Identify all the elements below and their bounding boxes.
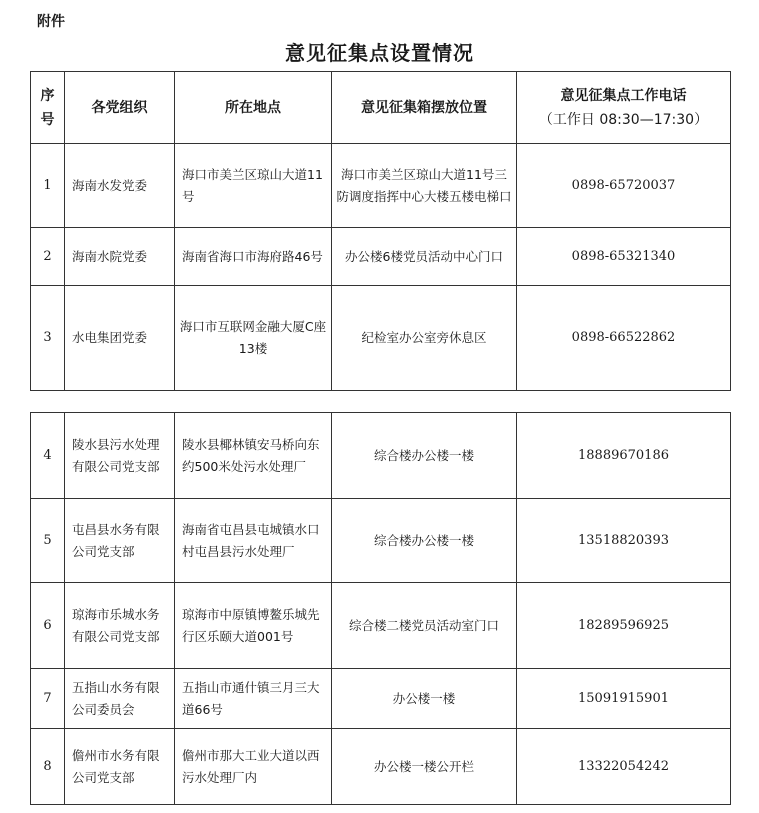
header-box-position: 意见征集箱摆放位置 bbox=[332, 72, 517, 144]
row-location: 海南省海口市海府路46号 bbox=[175, 228, 332, 286]
row-phone: 13518820393 bbox=[517, 499, 731, 583]
row-org: 五指山水务有限公司委员会 bbox=[65, 669, 175, 729]
settings-table-part-1 bbox=[30, 71, 731, 391]
row-location: 五指山市通什镇三月三大道66号 bbox=[175, 669, 332, 729]
row-box-position: 综合楼办公楼一楼 bbox=[332, 499, 517, 583]
header-phone: 意见征集点工作电话 （工作日 08:30—17:30） bbox=[517, 72, 731, 144]
row-org: 海南水发党委 bbox=[65, 144, 175, 228]
row-location: 儋州市那大工业大道以西污水处理厂内 bbox=[175, 729, 332, 805]
row-org: 琼海市乐城水务有限公司党支部 bbox=[65, 583, 175, 669]
row-box-position: 办公楼一楼公开栏 bbox=[332, 729, 517, 805]
table-header-row bbox=[31, 72, 731, 144]
table-row bbox=[31, 286, 731, 391]
row-phone: 0898-66522862 bbox=[517, 286, 731, 391]
row-location: 陵水县椰林镇安马桥向东约500米处污水处理厂 bbox=[175, 413, 332, 499]
row-phone: 0898-65720037 bbox=[517, 144, 731, 228]
attachment-label: 附件 bbox=[37, 14, 65, 30]
row-seq: 7 bbox=[31, 669, 65, 729]
page-title: 意见征集点设置情况 bbox=[285, 41, 474, 65]
table-row bbox=[31, 144, 731, 228]
row-phone: 18889670186 bbox=[517, 413, 731, 499]
row-org: 儋州市水务有限公司党支部 bbox=[65, 729, 175, 805]
table-row bbox=[31, 669, 731, 729]
row-org: 海南水院党委 bbox=[65, 228, 175, 286]
row-org: 陵水县污水处理有限公司党支部 bbox=[65, 413, 175, 499]
header-org: 各党组织 bbox=[65, 72, 175, 144]
row-box-position: 纪检室办公室旁休息区 bbox=[332, 286, 517, 391]
row-org: 屯昌县水务有限公司党支部 bbox=[65, 499, 175, 583]
row-location: 海口市美兰区琼山大道11号 bbox=[175, 144, 332, 228]
row-seq: 2 bbox=[31, 228, 65, 286]
row-seq: 5 bbox=[31, 499, 65, 583]
row-org: 水电集团党委 bbox=[65, 286, 175, 391]
row-box-position: 办公楼6楼党员活动中心门口 bbox=[332, 228, 517, 286]
row-seq: 4 bbox=[31, 413, 65, 499]
row-seq: 8 bbox=[31, 729, 65, 805]
table-row bbox=[31, 228, 731, 286]
settings-table-part-2 bbox=[30, 412, 731, 805]
row-phone: 18289596925 bbox=[517, 583, 731, 669]
row-location: 海南省屯昌县屯城镇水口村屯昌县污水处理厂 bbox=[175, 499, 332, 583]
row-box-position: 综合楼二楼党员活动室门口 bbox=[332, 583, 517, 669]
row-location: 海口市互联网金融大厦C座13楼 bbox=[175, 286, 332, 391]
table-row bbox=[31, 413, 731, 499]
row-seq: 3 bbox=[31, 286, 65, 391]
header-seq: 序 号 bbox=[31, 72, 65, 144]
row-location: 琼海市中原镇博鳌乐城先行区乐颐大道001号 bbox=[175, 583, 332, 669]
header-location: 所在地点 bbox=[175, 72, 332, 144]
row-phone: 15091915901 bbox=[517, 669, 731, 729]
row-box-position: 海口市美兰区琼山大道11号三防调度指挥中心大楼五楼电梯口 bbox=[332, 144, 517, 228]
row-seq: 1 bbox=[31, 144, 65, 228]
row-phone: 13322054242 bbox=[517, 729, 731, 805]
table-row bbox=[31, 583, 731, 669]
row-box-position: 综合楼办公楼一楼 bbox=[332, 413, 517, 499]
table-row bbox=[31, 499, 731, 583]
row-phone: 0898-65321340 bbox=[517, 228, 731, 286]
row-seq: 6 bbox=[31, 583, 65, 669]
table-row bbox=[31, 729, 731, 805]
row-box-position: 办公楼一楼 bbox=[332, 669, 517, 729]
